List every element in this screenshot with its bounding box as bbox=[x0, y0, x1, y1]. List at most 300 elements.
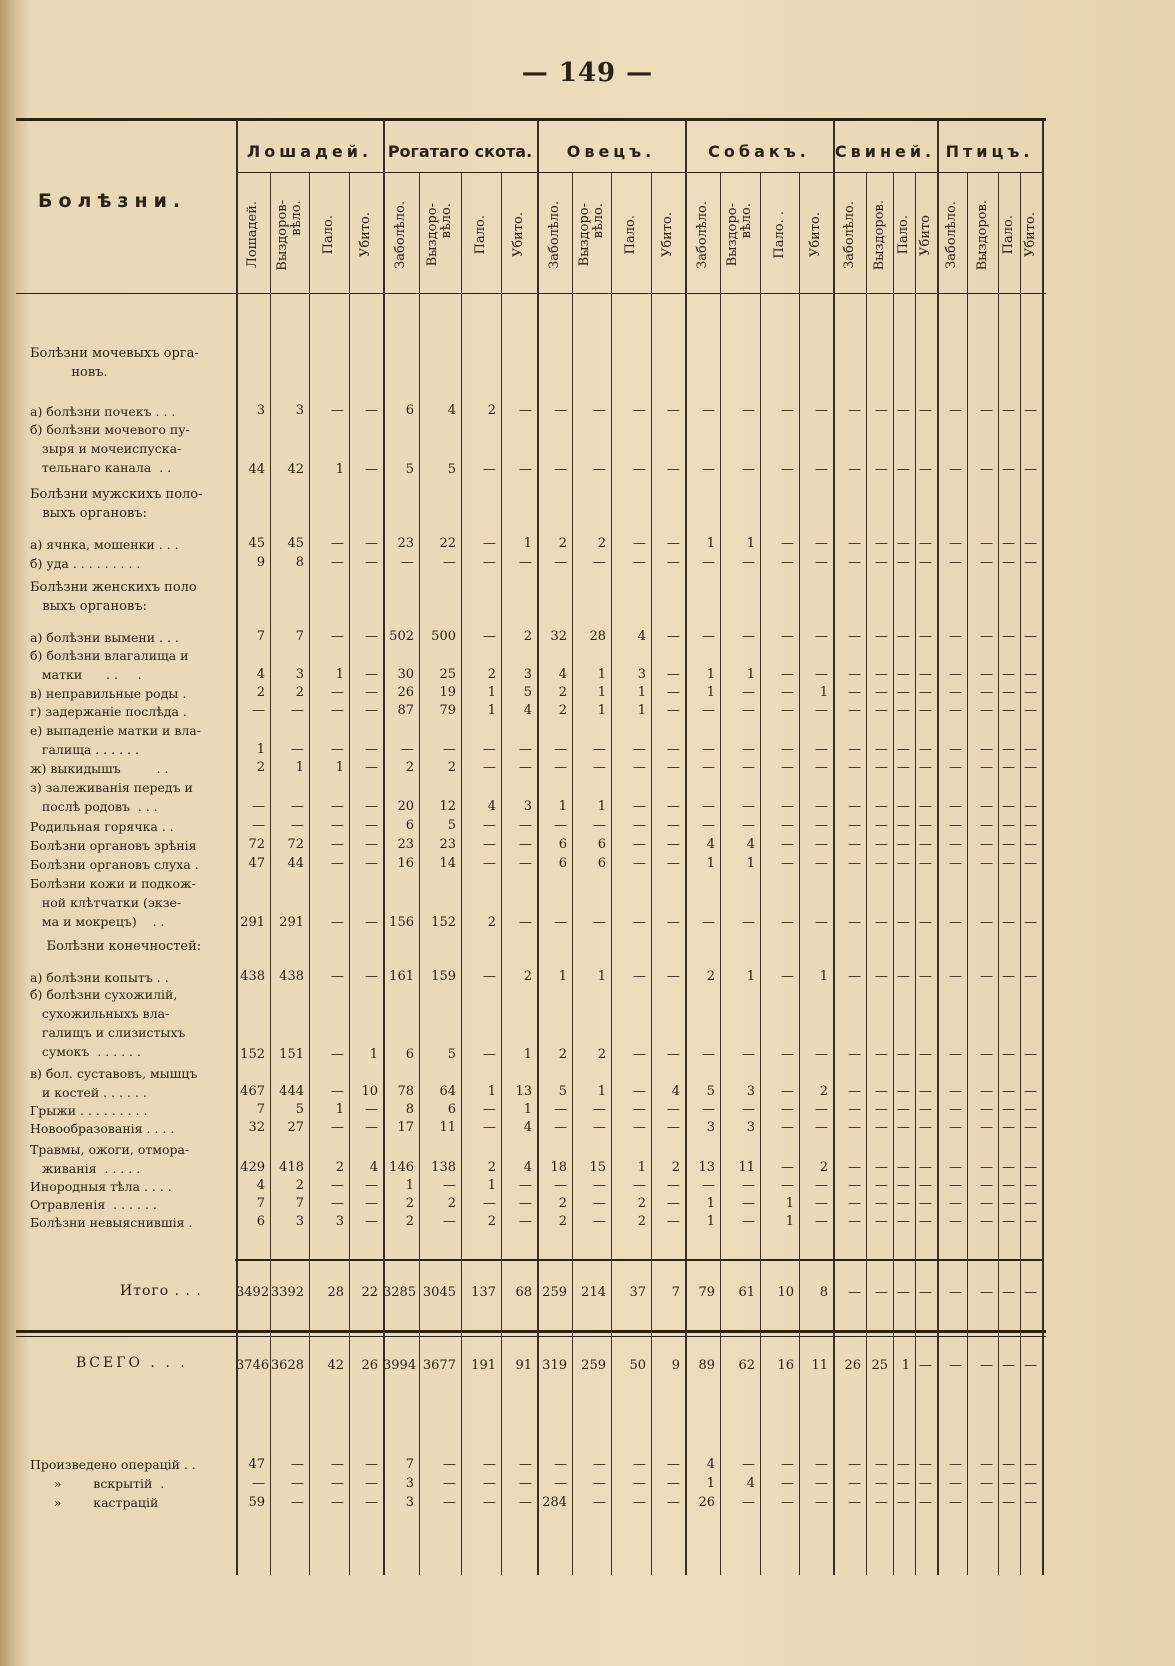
operations-cell: — bbox=[331, 1476, 344, 1491]
table-cell: — bbox=[593, 818, 606, 833]
table-cell: — bbox=[949, 837, 962, 852]
table-cell: 1 bbox=[597, 685, 606, 700]
table-cell: 1 bbox=[819, 685, 828, 700]
table-cell: 72 bbox=[248, 837, 265, 852]
table-cell: — bbox=[897, 536, 910, 551]
table-cell: — bbox=[633, 969, 646, 984]
table-cell: — bbox=[875, 760, 888, 775]
table-cell: 3 bbox=[746, 1120, 755, 1135]
table-cell: — bbox=[365, 1214, 378, 1229]
table-cell: — bbox=[848, 403, 861, 418]
column-header bbox=[893, 180, 915, 290]
table-cell: — bbox=[331, 555, 344, 570]
table-cell: — bbox=[875, 1047, 888, 1062]
table-cell: — bbox=[919, 742, 932, 757]
table-cell: — bbox=[781, 462, 794, 477]
column-header-label: Заболѣло. bbox=[546, 201, 562, 269]
table-cell: 5 bbox=[405, 462, 414, 477]
table-cell: — bbox=[365, 818, 378, 833]
total-cell: 259 bbox=[542, 1285, 567, 1300]
operations-cell: — bbox=[1024, 1495, 1037, 1510]
table-cell: — bbox=[848, 742, 861, 757]
table-cell: — bbox=[633, 1102, 646, 1117]
table-cell: — bbox=[815, 1047, 828, 1062]
table-cell: — bbox=[593, 1120, 606, 1135]
table-cell: — bbox=[1002, 685, 1015, 700]
table-cell: 2 bbox=[523, 969, 532, 984]
column-header-label: Убито. bbox=[660, 212, 675, 258]
table-cell: — bbox=[781, 703, 794, 718]
table-cell: — bbox=[1002, 1160, 1015, 1175]
table-cell: — bbox=[633, 555, 646, 570]
operations-cell: 284 bbox=[542, 1495, 567, 1510]
table-cell: — bbox=[667, 915, 680, 930]
operations-cell: — bbox=[291, 1457, 304, 1472]
table-cell: — bbox=[633, 462, 646, 477]
table-cell: — bbox=[331, 403, 344, 418]
table-cell: — bbox=[483, 742, 496, 757]
operations-cell: — bbox=[593, 1495, 606, 1510]
table-cell: 1 bbox=[487, 703, 496, 718]
table-cell: 1 bbox=[706, 856, 715, 871]
table-cell: 7 bbox=[256, 629, 265, 644]
table-cell: — bbox=[781, 915, 794, 930]
table-cell: 1 bbox=[295, 760, 304, 775]
table-cell: — bbox=[1002, 799, 1015, 814]
table-cell: — bbox=[633, 742, 646, 757]
table-cell: — bbox=[593, 760, 606, 775]
row-label: Болѣзни невыяснившія . bbox=[30, 1215, 193, 1230]
column-header bbox=[833, 180, 866, 290]
table-cell: — bbox=[519, 1214, 532, 1229]
table-cell: — bbox=[667, 837, 680, 852]
table-cell: 4 bbox=[746, 837, 755, 852]
grand-total-cell: 42 bbox=[327, 1358, 344, 1373]
table-cell: 45 bbox=[248, 536, 265, 551]
table-cell: — bbox=[875, 555, 888, 570]
table-cell: — bbox=[980, 742, 993, 757]
operations-cell: — bbox=[519, 1495, 532, 1510]
table-cell: — bbox=[702, 403, 715, 418]
table-cell: — bbox=[365, 403, 378, 418]
column-header bbox=[309, 180, 349, 290]
horizontal-rule bbox=[16, 1336, 1046, 1337]
table-cell: — bbox=[1024, 685, 1037, 700]
table-cell: — bbox=[742, 462, 755, 477]
operations-cell: — bbox=[875, 1495, 888, 1510]
table-cell: — bbox=[897, 1214, 910, 1229]
table-cell: — bbox=[815, 799, 828, 814]
table-cell: — bbox=[1024, 915, 1037, 930]
table-cell: — bbox=[519, 555, 532, 570]
table-cell: — bbox=[980, 915, 993, 930]
column-header-label: Убито. bbox=[808, 212, 823, 258]
table-cell: — bbox=[949, 403, 962, 418]
table-cell: — bbox=[742, 1196, 755, 1211]
table-cell: — bbox=[1024, 462, 1037, 477]
operations-cell: — bbox=[554, 1476, 567, 1491]
table-cell: — bbox=[875, 915, 888, 930]
table-cell: 1 bbox=[256, 742, 265, 757]
table-cell: — bbox=[365, 667, 378, 682]
table-cell: — bbox=[667, 818, 680, 833]
table-cell: — bbox=[667, 1047, 680, 1062]
table-cell: 4 bbox=[523, 703, 532, 718]
column-header bbox=[1020, 180, 1042, 290]
table-cell: — bbox=[702, 915, 715, 930]
table-cell: 2 bbox=[335, 1160, 344, 1175]
table-cell: 500 bbox=[431, 629, 456, 644]
table-cell: — bbox=[365, 799, 378, 814]
table-cell: — bbox=[949, 1214, 962, 1229]
grand-total-cell: 50 bbox=[629, 1358, 646, 1373]
column-header bbox=[866, 180, 893, 290]
table-cell: — bbox=[401, 742, 414, 757]
table-cell: — bbox=[291, 703, 304, 718]
section-heading: Болѣзни мочевыхъ орга- новъ. bbox=[30, 346, 199, 380]
total-cell: 3285 bbox=[383, 1285, 417, 1300]
table-cell: — bbox=[848, 1084, 861, 1099]
table-cell: 2 bbox=[819, 1084, 828, 1099]
operations-cell: — bbox=[554, 1457, 567, 1472]
table-cell: 8 bbox=[295, 555, 304, 570]
table-cell: — bbox=[1002, 1120, 1015, 1135]
table-cell: — bbox=[815, 856, 828, 871]
table-cell: 13 bbox=[515, 1084, 532, 1099]
table-cell: 438 bbox=[240, 969, 265, 984]
table-cell: — bbox=[848, 1178, 861, 1193]
table-cell: 4 bbox=[637, 629, 646, 644]
table-cell: — bbox=[897, 1120, 910, 1135]
table-cell: 2 bbox=[256, 760, 265, 775]
table-cell: — bbox=[897, 837, 910, 852]
table-cell: — bbox=[848, 915, 861, 930]
table-cell: — bbox=[875, 1102, 888, 1117]
table-cell: — bbox=[1002, 1178, 1015, 1193]
row-label: Болѣзни органовъ слуха . bbox=[30, 857, 199, 872]
operations-cell: — bbox=[848, 1495, 861, 1510]
table-cell: — bbox=[848, 629, 861, 644]
table-cell: — bbox=[742, 1178, 755, 1193]
operations-cell: — bbox=[781, 1457, 794, 1472]
table-cell: — bbox=[331, 1178, 344, 1193]
table-cell: 2 bbox=[671, 1160, 680, 1175]
table-cell: 5 bbox=[295, 1102, 304, 1117]
table-cell: 5 bbox=[523, 685, 532, 700]
table-cell: — bbox=[667, 536, 680, 551]
table-cell: — bbox=[980, 703, 993, 718]
table-cell: — bbox=[483, 1196, 496, 1211]
table-cell: — bbox=[1024, 536, 1037, 551]
table-cell: — bbox=[667, 685, 680, 700]
table-cell: 4 bbox=[447, 403, 456, 418]
table-cell: 6 bbox=[558, 837, 567, 852]
table-cell: — bbox=[519, 462, 532, 477]
table-cell: 14 bbox=[439, 856, 456, 871]
operations-cell: — bbox=[1024, 1476, 1037, 1491]
table-cell: 1 bbox=[785, 1196, 794, 1211]
row-label: а) болѣзни почекъ . . . bbox=[30, 404, 176, 419]
table-cell: — bbox=[1002, 969, 1015, 984]
table-cell: — bbox=[980, 1160, 993, 1175]
table-cell: 467 bbox=[240, 1084, 265, 1099]
table-cell: — bbox=[781, 742, 794, 757]
operations-cell: — bbox=[980, 1476, 993, 1491]
table-cell: 2 bbox=[295, 685, 304, 700]
table-cell: 42 bbox=[287, 462, 304, 477]
table-cell: — bbox=[848, 703, 861, 718]
table-cell: 5 bbox=[447, 818, 456, 833]
table-cell: — bbox=[633, 1178, 646, 1193]
table-cell: — bbox=[1002, 1047, 1015, 1062]
table-cell: 156 bbox=[389, 915, 414, 930]
table-cell: 151 bbox=[279, 1047, 304, 1062]
table-cell: — bbox=[1024, 742, 1037, 757]
grand-total-cell: 25 bbox=[871, 1358, 888, 1373]
table-cell: 28 bbox=[589, 629, 606, 644]
table-cell: — bbox=[331, 1047, 344, 1062]
table-cell: — bbox=[848, 1120, 861, 1135]
table-cell: — bbox=[667, 799, 680, 814]
table-cell: — bbox=[291, 799, 304, 814]
column-header bbox=[270, 180, 309, 290]
table-cell: — bbox=[331, 629, 344, 644]
table-cell: — bbox=[781, 760, 794, 775]
column-header-label: Убито. bbox=[511, 212, 526, 258]
table-cell: — bbox=[897, 403, 910, 418]
table-cell: 5 bbox=[447, 1047, 456, 1062]
table-cell: — bbox=[949, 969, 962, 984]
table-cell: — bbox=[667, 703, 680, 718]
horizontal-rule bbox=[235, 1259, 1042, 1261]
operations-cell: — bbox=[633, 1457, 646, 1472]
table-cell: — bbox=[252, 703, 265, 718]
table-cell: — bbox=[483, 462, 496, 477]
table-cell: — bbox=[875, 629, 888, 644]
operations-cell: — bbox=[949, 1457, 962, 1472]
table-cell: — bbox=[919, 667, 932, 682]
table-cell: — bbox=[1002, 818, 1015, 833]
operations-cell: — bbox=[593, 1476, 606, 1491]
table-cell: 2 bbox=[558, 1047, 567, 1062]
table-cell: — bbox=[980, 1178, 993, 1193]
row-label: Болѣзни кожи и подкож- ной клѣтчатки (экзе- ма и мокрецъ) . . bbox=[30, 876, 196, 929]
table-cell: — bbox=[702, 742, 715, 757]
table-cell: — bbox=[443, 742, 456, 757]
table-cell: — bbox=[483, 555, 496, 570]
column-header-label: Убито. bbox=[358, 212, 373, 258]
table-cell: — bbox=[848, 837, 861, 852]
table-cell: — bbox=[875, 1084, 888, 1099]
column-header-label: Заболѣло. bbox=[694, 201, 710, 269]
table-cell: — bbox=[519, 403, 532, 418]
table-cell: — bbox=[1002, 703, 1015, 718]
table-cell: — bbox=[1002, 837, 1015, 852]
operations-cell: 4 bbox=[746, 1476, 755, 1491]
table-cell: — bbox=[919, 969, 932, 984]
table-cell: — bbox=[897, 685, 910, 700]
table-cell: 6 bbox=[597, 856, 606, 871]
table-cell: — bbox=[949, 555, 962, 570]
table-cell: 1 bbox=[597, 799, 606, 814]
table-cell: 1 bbox=[487, 1084, 496, 1099]
grand-total-cell: 26 bbox=[844, 1358, 861, 1373]
table-cell: — bbox=[667, 1178, 680, 1193]
table-cell: — bbox=[875, 536, 888, 551]
column-header bbox=[572, 180, 611, 290]
table-cell: — bbox=[949, 799, 962, 814]
table-cell: — bbox=[401, 555, 414, 570]
table-cell: 1 bbox=[746, 969, 755, 984]
table-cell: — bbox=[949, 629, 962, 644]
table-cell: — bbox=[365, 462, 378, 477]
operations-cell: — bbox=[331, 1457, 344, 1472]
operations-cell: — bbox=[875, 1476, 888, 1491]
table-cell: — bbox=[483, 969, 496, 984]
table-cell: — bbox=[742, 403, 755, 418]
table-cell: 11 bbox=[439, 1120, 456, 1135]
column-header-label: Пало. bbox=[896, 215, 911, 255]
column-header-label: Пало. bbox=[1001, 215, 1016, 255]
table-cell: — bbox=[980, 1047, 993, 1062]
table-cell: 9 bbox=[256, 555, 265, 570]
table-cell: — bbox=[742, 760, 755, 775]
table-cell: — bbox=[980, 1084, 993, 1099]
table-cell: — bbox=[633, 536, 646, 551]
table-cell: 87 bbox=[397, 703, 414, 718]
table-cell: — bbox=[365, 536, 378, 551]
table-cell: — bbox=[848, 1196, 861, 1211]
table-cell: — bbox=[554, 1102, 567, 1117]
table-cell: — bbox=[919, 818, 932, 833]
table-cell: — bbox=[633, 1084, 646, 1099]
total-cell: 10 bbox=[777, 1285, 794, 1300]
table-cell: — bbox=[365, 685, 378, 700]
table-cell: 17 bbox=[397, 1120, 414, 1135]
table-cell: — bbox=[919, 1160, 932, 1175]
table-cell: — bbox=[848, 462, 861, 477]
table-cell: — bbox=[331, 1084, 344, 1099]
table-cell: 3 bbox=[523, 667, 532, 682]
column-header bbox=[915, 180, 937, 290]
table-cell: 1 bbox=[706, 1214, 715, 1229]
table-cell: — bbox=[848, 536, 861, 551]
table-cell: — bbox=[875, 742, 888, 757]
operations-cell: — bbox=[593, 1457, 606, 1472]
table-cell: 1 bbox=[405, 1178, 414, 1193]
operations-cell: — bbox=[291, 1476, 304, 1491]
table-cell: 291 bbox=[240, 915, 265, 930]
operations-cell: — bbox=[483, 1495, 496, 1510]
table-cell: — bbox=[554, 403, 567, 418]
table-cell: 26 bbox=[397, 685, 414, 700]
table-cell: — bbox=[483, 1120, 496, 1135]
table-cell: — bbox=[949, 742, 962, 757]
total-cell: — bbox=[875, 1285, 888, 1300]
table-cell: — bbox=[331, 1120, 344, 1135]
operations-cell: — bbox=[875, 1457, 888, 1472]
table-cell: 1 bbox=[706, 667, 715, 682]
column-header bbox=[419, 180, 461, 290]
column-header bbox=[651, 180, 685, 290]
table-cell: — bbox=[781, 1178, 794, 1193]
table-cell: 1 bbox=[335, 462, 344, 477]
table-cell: 6 bbox=[558, 856, 567, 871]
operations-label: » кастрацій bbox=[30, 1495, 159, 1510]
table-cell: — bbox=[1002, 555, 1015, 570]
operations-cell: — bbox=[742, 1457, 755, 1472]
table-cell: — bbox=[980, 1196, 993, 1211]
column-header-label: Пало. . bbox=[771, 211, 787, 259]
table-cell: — bbox=[633, 799, 646, 814]
operations-cell: — bbox=[949, 1495, 962, 1510]
table-cell: — bbox=[897, 1178, 910, 1193]
table-cell: — bbox=[593, 1196, 606, 1211]
table-cell: 7 bbox=[256, 1196, 265, 1211]
table-cell: — bbox=[815, 1178, 828, 1193]
total-cell: 137 bbox=[471, 1285, 496, 1300]
table-cell: — bbox=[919, 760, 932, 775]
table-cell: — bbox=[1024, 1120, 1037, 1135]
grand-total-cell: 9 bbox=[671, 1358, 680, 1373]
operations-cell: — bbox=[443, 1476, 456, 1491]
table-cell: — bbox=[781, 403, 794, 418]
column-header-label: Выздоро- вѣло. bbox=[576, 203, 606, 267]
table-cell: 1 bbox=[785, 1214, 794, 1229]
column-header-label: Выздоров. bbox=[871, 199, 887, 271]
table-cell: 2 bbox=[447, 760, 456, 775]
operations-cell: — bbox=[633, 1495, 646, 1510]
table-cell: 3 bbox=[295, 667, 304, 682]
table-cell: — bbox=[949, 760, 962, 775]
table-cell: — bbox=[742, 1102, 755, 1117]
table-cell: 429 bbox=[240, 1160, 265, 1175]
table-cell: — bbox=[919, 703, 932, 718]
table-cell: 45 bbox=[287, 536, 304, 551]
row-label: б) болѣзни влагалища и матки . . . bbox=[30, 648, 189, 682]
table-cell: 4 bbox=[256, 1178, 265, 1193]
table-cell: — bbox=[667, 555, 680, 570]
row-label: а) болѣзни копытъ . . bbox=[30, 970, 169, 985]
table-cell: 1 bbox=[523, 1102, 532, 1117]
table-cell: 6 bbox=[256, 1214, 265, 1229]
table-cell: — bbox=[781, 969, 794, 984]
table-cell: 4 bbox=[558, 667, 567, 682]
table-cell: — bbox=[593, 462, 606, 477]
table-cell: — bbox=[919, 1214, 932, 1229]
table-cell: — bbox=[633, 760, 646, 775]
grand-total-cell: — bbox=[1024, 1358, 1037, 1373]
table-cell: — bbox=[1002, 667, 1015, 682]
table-cell: — bbox=[1002, 742, 1015, 757]
operations-cell: — bbox=[443, 1495, 456, 1510]
table-cell: — bbox=[633, 856, 646, 871]
group-title: Собакъ. bbox=[708, 142, 810, 161]
table-cell: — bbox=[1024, 1196, 1037, 1211]
operations-label: Произведено операцій . . bbox=[30, 1457, 196, 1472]
table-cell: — bbox=[897, 818, 910, 833]
total-cell: — bbox=[949, 1285, 962, 1300]
table-cell: 15 bbox=[589, 1160, 606, 1175]
column-header bbox=[760, 180, 799, 290]
table-cell: 5 bbox=[447, 462, 456, 477]
table-cell: — bbox=[980, 1214, 993, 1229]
table-cell: — bbox=[331, 915, 344, 930]
table-cell: — bbox=[1002, 462, 1015, 477]
total-cell: 28 bbox=[327, 1285, 344, 1300]
column-divider bbox=[1042, 120, 1044, 1575]
table-cell: — bbox=[331, 818, 344, 833]
